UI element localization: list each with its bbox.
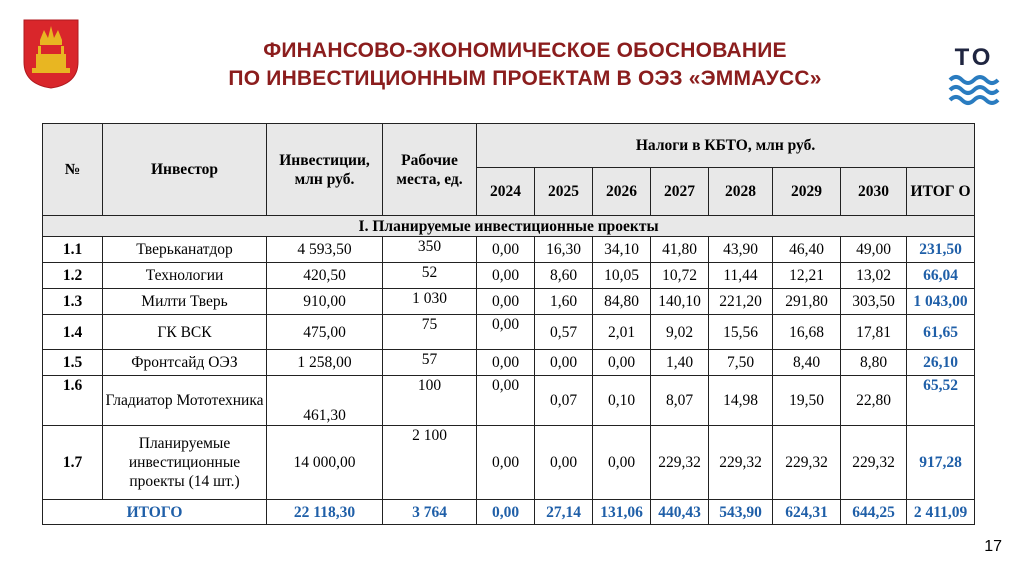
- row-investments: 1 258,00: [267, 350, 383, 376]
- table-row: [43, 289, 975, 315]
- total-year-value: 543,90: [709, 500, 773, 525]
- row-year-value: 14,98: [709, 376, 773, 426]
- total-year-value: 27,14: [535, 500, 593, 525]
- row-investments: 4 593,50: [267, 237, 383, 263]
- row-year-value: 0,00: [477, 426, 535, 500]
- row-year-value: 41,80: [651, 237, 709, 263]
- row-year-value: 0,00: [477, 376, 535, 426]
- total-year-value: 0,00: [477, 500, 535, 525]
- logo-text: ТО: [954, 44, 994, 71]
- header-investments: Инвестиции, млн руб.: [267, 124, 383, 216]
- header-investor: Инвестор: [103, 124, 267, 216]
- row-year-value: 229,32: [841, 426, 907, 500]
- header-year: 2027: [651, 168, 709, 216]
- row-investments: 910,00: [267, 289, 383, 315]
- total-year-value: 440,43: [651, 500, 709, 525]
- header-total: ИТОГ О: [907, 168, 975, 216]
- section-title: I. Планируемые инвестиционные проекты: [43, 216, 975, 237]
- row-year-value: 12,21: [773, 263, 841, 289]
- row-year-value: 2,01: [593, 315, 651, 350]
- row-year-value: 17,81: [841, 315, 907, 350]
- row-year-value: 0,00: [477, 289, 535, 315]
- total-year-value: 624,31: [773, 500, 841, 525]
- row-year-value: 10,05: [593, 263, 651, 289]
- header-year: 2030: [841, 168, 907, 216]
- header-taxes: Налоги в КБТО, млн руб.: [477, 124, 975, 168]
- row-total: 61,65: [907, 315, 975, 350]
- total-label: ИТОГО: [43, 500, 267, 525]
- header-year: 2026: [593, 168, 651, 216]
- row-year-value: 11,44: [709, 263, 773, 289]
- row-year-value: 140,10: [651, 289, 709, 315]
- row-year-value: 8,80: [841, 350, 907, 376]
- total-year-value: 131,06: [593, 500, 651, 525]
- row-year-value: 0,57: [535, 315, 593, 350]
- row-year-value: 9,02: [651, 315, 709, 350]
- row-year-value: 221,20: [709, 289, 773, 315]
- coat-of-arms-icon: [22, 18, 80, 90]
- row-year-value: 0,00: [477, 315, 535, 350]
- row-year-value: 1,40: [651, 350, 709, 376]
- row-investments: 14 000,00: [267, 426, 383, 500]
- total-investments: 22 118,30: [267, 500, 383, 525]
- total-row: [43, 500, 975, 525]
- row-investor: Технологии: [103, 263, 267, 289]
- row-jobs: 1 030: [383, 289, 477, 315]
- table-row: [43, 376, 975, 426]
- row-jobs: 75: [383, 315, 477, 350]
- row-year-value: 303,50: [841, 289, 907, 315]
- row-total: 66,04: [907, 263, 975, 289]
- row-investor: Тверьканатдор: [103, 237, 267, 263]
- header-year: 2024: [477, 168, 535, 216]
- row-investor: Гладиатор Мототехника: [103, 376, 267, 426]
- row-investor: Милти Тверь: [103, 289, 267, 315]
- waves-icon: [948, 74, 1000, 108]
- header-year: 2025: [535, 168, 593, 216]
- row-investor: ГК ВСК: [103, 315, 267, 350]
- row-year-value: 0,10: [593, 376, 651, 426]
- page-number: 17: [984, 538, 1002, 555]
- row-num: 1.5: [43, 350, 103, 376]
- row-num: 1.6: [43, 376, 103, 426]
- row-year-value: 16,68: [773, 315, 841, 350]
- row-year-value: 8,60: [535, 263, 593, 289]
- row-year-value: 0,00: [477, 350, 535, 376]
- row-jobs: 57: [383, 350, 477, 376]
- row-year-value: 22,80: [841, 376, 907, 426]
- table-row: [43, 237, 975, 263]
- row-year-value: 0,00: [477, 237, 535, 263]
- row-year-value: 15,56: [709, 315, 773, 350]
- row-year-value: 13,02: [841, 263, 907, 289]
- row-num: 1.3: [43, 289, 103, 315]
- row-year-value: 49,00: [841, 237, 907, 263]
- row-num: 1.7: [43, 426, 103, 500]
- table-row: [43, 315, 975, 350]
- row-year-value: 34,10: [593, 237, 651, 263]
- row-year-value: 84,80: [593, 289, 651, 315]
- row-year-value: 229,32: [651, 426, 709, 500]
- row-investments: 461,30: [267, 376, 383, 426]
- total-year-value: 644,25: [841, 500, 907, 525]
- row-year-value: 0,00: [535, 350, 593, 376]
- row-jobs: 2 100: [383, 426, 477, 500]
- title-line-1: ФИНАНСОВО-ЭКОНОМИЧЕСКОЕ ОБОСНОВАНИЕ: [263, 39, 787, 62]
- table-row: [43, 426, 975, 500]
- row-num: 1.1: [43, 237, 103, 263]
- row-year-value: 46,40: [773, 237, 841, 263]
- row-total: 231,50: [907, 237, 975, 263]
- row-jobs: 52: [383, 263, 477, 289]
- row-total: 917,28: [907, 426, 975, 500]
- row-year-value: 0,00: [477, 263, 535, 289]
- row-year-value: 8,07: [651, 376, 709, 426]
- row-total: 65,52: [907, 376, 975, 426]
- row-year-value: 16,30: [535, 237, 593, 263]
- row-investor: Фронтсайд ОЭЗ: [103, 350, 267, 376]
- page-title: [130, 37, 920, 93]
- table-row: [43, 263, 975, 289]
- header-year: 2028: [709, 168, 773, 216]
- title-line-2: ПО ИНВЕСТИЦИОННЫМ ПРОЕКТАМ В ОЭЗ «ЭММАУСС»: [228, 67, 822, 90]
- row-num: 1.2: [43, 263, 103, 289]
- row-year-value: 229,32: [709, 426, 773, 500]
- row-investments: 420,50: [267, 263, 383, 289]
- row-jobs: 350: [383, 237, 477, 263]
- row-investor: Планируемые инвестиционные проекты (14 шт.): [103, 426, 267, 500]
- row-year-value: 43,90: [709, 237, 773, 263]
- header-num: №: [43, 124, 103, 216]
- row-year-value: 10,72: [651, 263, 709, 289]
- row-year-value: 8,40: [773, 350, 841, 376]
- row-num: 1.4: [43, 315, 103, 350]
- row-total: 26,10: [907, 350, 975, 376]
- table-row: [43, 350, 975, 376]
- row-year-value: 0,00: [593, 426, 651, 500]
- row-year-value: 7,50: [709, 350, 773, 376]
- header-year: 2029: [773, 168, 841, 216]
- row-year-value: 0,07: [535, 376, 593, 426]
- row-total: 1 043,00: [907, 289, 975, 315]
- row-year-value: 0,00: [535, 426, 593, 500]
- row-jobs: 100: [383, 376, 477, 426]
- row-investments: 475,00: [267, 315, 383, 350]
- row-year-value: 0,00: [593, 350, 651, 376]
- row-year-value: 229,32: [773, 426, 841, 500]
- row-year-value: 1,60: [535, 289, 593, 315]
- region-logo: [946, 44, 1002, 108]
- header-jobs: Рабочие места, ед.: [383, 124, 477, 216]
- investment-table: [42, 123, 975, 525]
- grand-total: 2 411,09: [907, 500, 975, 525]
- row-year-value: 19,50: [773, 376, 841, 426]
- total-jobs: 3 764: [383, 500, 477, 525]
- row-year-value: 291,80: [773, 289, 841, 315]
